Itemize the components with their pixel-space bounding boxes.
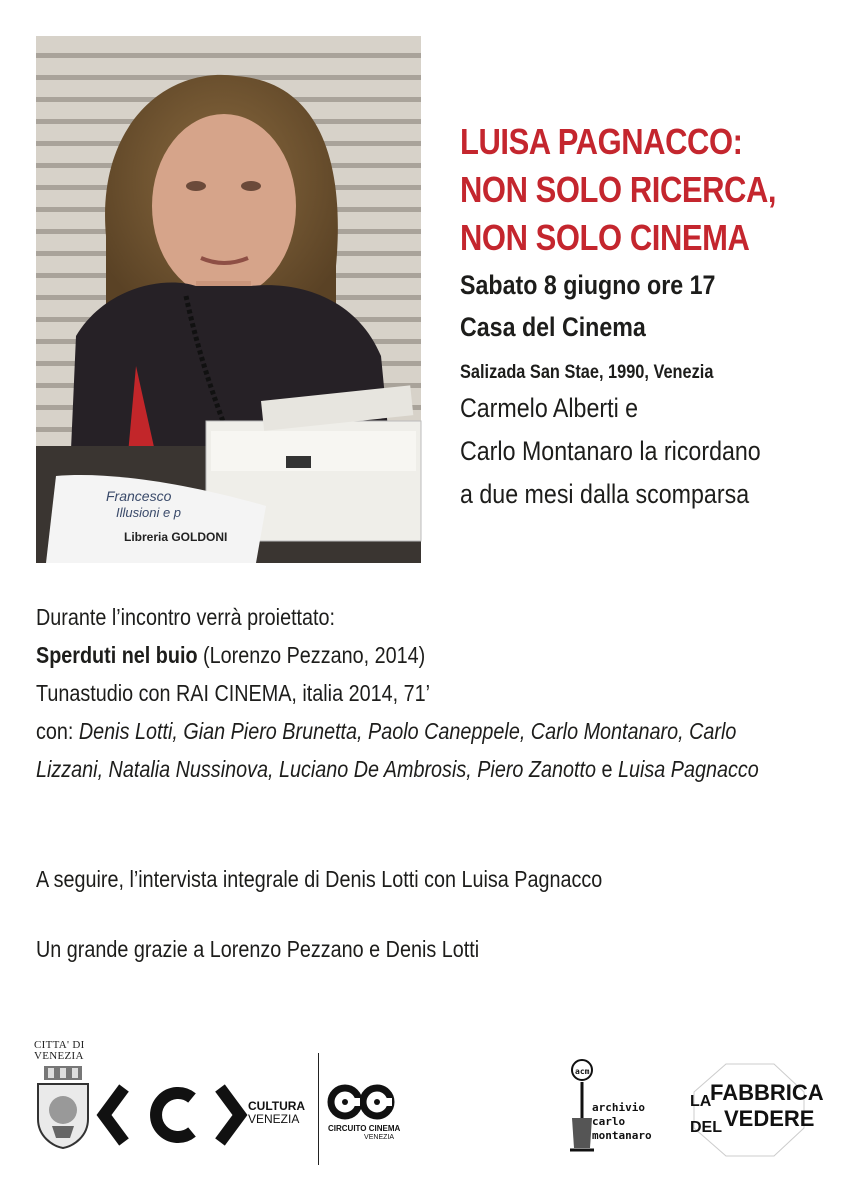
follow-text: A seguire, l’intervista integrale di Denis Lotti con Luisa Pagnacco <box>36 866 603 892</box>
thanks-text: Un grande grazie a Lorenzo Pezzano e Denis Lotti <box>36 936 480 962</box>
fabbrica-del-vedere-logo <box>686 1062 824 1163</box>
archivio-line-2: carlo <box>592 1115 626 1128</box>
circuito-line-1: CIRCUITO CINEMA <box>328 1124 401 1133</box>
fabbrica-vedere: VEDERE <box>724 1106 815 1131</box>
film-title: Sperduti nel buio <box>36 642 198 668</box>
archivio-mark: acm <box>575 1067 590 1076</box>
fabbrica-main: FABBRICA <box>710 1080 824 1105</box>
cast-names-2: Lizzani, Natalia Nussinova, Luciano De Ambrosis, Piero Zanotto <box>36 756 596 782</box>
remember-line-3: a due mesi dalla scomparsa <box>460 479 750 509</box>
cultura-text <box>248 1100 305 1126</box>
remember-line-2: Carlo Montanaro la ricordano <box>460 436 761 466</box>
film-credit: (Lorenzo Pezzano, 2014) <box>197 642 426 668</box>
event-title-line-3: NON SOLO CINEMA <box>460 217 750 258</box>
film-line <box>36 636 715 674</box>
event-address: Salizada San Stae, 1990, Venezia <box>460 362 714 383</box>
cast-names-3: Luisa Pagnacco <box>617 756 759 782</box>
citta-di-venezia-logo <box>34 1040 96 1155</box>
circuito-mark-icon <box>328 1084 394 1120</box>
fabbrica-la: LA <box>690 1093 712 1110</box>
cultura-line-2: VENEZIA <box>248 1112 300 1126</box>
logo-divider <box>318 1053 319 1165</box>
archivio-text <box>592 1101 652 1143</box>
venice-crest-icon <box>34 1064 92 1150</box>
cast-prefix: con: <box>36 718 79 744</box>
citta-line-2: VENEZIA <box>34 1050 84 1062</box>
fabbrica-mark-icon <box>686 1062 824 1158</box>
remember-line-1: Carmelo Alberti e <box>460 393 639 423</box>
citta-line-1: CITTA' DI <box>34 1039 85 1051</box>
book-label-3: Libreria GOLDONI <box>124 530 228 544</box>
screening-info <box>36 598 826 788</box>
cultura-line-1: CULTURA <box>248 1099 306 1113</box>
cultura-mark-icon <box>102 1080 242 1150</box>
event-title-line-2: NON SOLO RICERCA, <box>460 169 777 210</box>
archivio-line-3: montanaro <box>592 1129 652 1142</box>
event-venue: Casa del Cinema <box>460 312 646 342</box>
cast-and: e <box>595 756 618 782</box>
book-label-2: Illusioni e p <box>116 505 182 520</box>
circuito-cinema-logo <box>328 1084 394 1125</box>
portrait-image <box>36 36 421 563</box>
event-info <box>460 118 830 515</box>
circuito-line-2: VENEZIA <box>364 1134 394 1141</box>
cast-line-2 <box>36 750 759 788</box>
archivio-line-1: archivio <box>592 1101 645 1114</box>
fabbrica-del: DEL <box>690 1119 722 1136</box>
event-title-line-1: LUISA PAGNACCO: <box>460 121 743 162</box>
circuito-text <box>328 1124 400 1142</box>
event-date: Sabato 8 giugno ore 17 <box>460 270 716 300</box>
screening-intro: Durante l’incontro verrà proiettato: <box>36 604 336 630</box>
event-photo <box>36 36 421 563</box>
cast-names-1: Denis Lotti, Gian Piero Brunetta, Paolo Caneppele, Carlo Montanaro, Carlo <box>78 718 737 744</box>
cast-line-1 <box>36 712 737 750</box>
production-line: Tunastudio con RAI CINEMA, italia 2014, 71’ <box>36 680 430 706</box>
cultura-venezia-logo <box>102 1080 242 1155</box>
book-label-1: Francesco <box>106 488 172 504</box>
